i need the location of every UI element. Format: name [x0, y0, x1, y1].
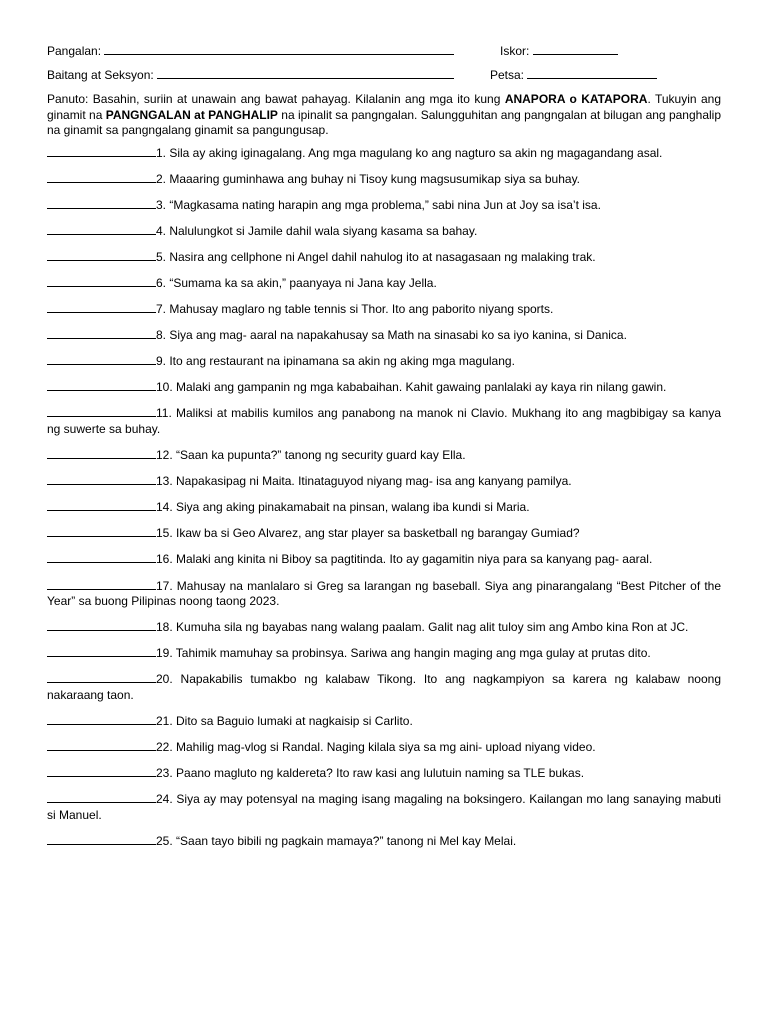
item-text: 12. “Saan ka pupunta?” tanong ng security guard kay Ella. [156, 448, 466, 463]
list-item [47, 379, 721, 396]
list-item [47, 739, 721, 756]
answer-blank[interactable] [47, 671, 156, 683]
section-line[interactable] [157, 66, 454, 79]
list-item [47, 833, 721, 850]
answer-blank[interactable] [47, 499, 156, 511]
item-text: 5. Nasira ang cellphone ni Angel dahil nahulog ito at nasagasaan ng malaking trak. [156, 249, 596, 264]
list-item [47, 447, 721, 464]
answer-blank[interactable] [47, 713, 156, 725]
name-field [47, 42, 454, 60]
worksheet [47, 42, 721, 859]
list-item [47, 499, 721, 516]
list-item [47, 405, 721, 437]
list-item [47, 145, 721, 162]
instructions-text-3: na ipinalit sa pangngalan. Salungguhitan ang pangngalan at bilugan ang panghalip na ginamit sa pangngalang ginamit sa pangungusap. [47, 107, 721, 137]
list-item [47, 171, 721, 188]
item-text: 24. Siya ay may potensyal na maging isang magaling na boksingero. Kailangan mo lang sanaying mabuti si Manuel. [47, 792, 721, 822]
list-item [47, 223, 721, 240]
item-text: 4. Nalulungkot si Jamile dahil wala siyang kasama sa bahay. [156, 223, 478, 238]
answer-blank[interactable] [47, 223, 156, 235]
list-item [47, 645, 721, 662]
list-item [47, 353, 721, 370]
answer-blank[interactable] [47, 645, 156, 657]
answer-blank[interactable] [47, 578, 156, 590]
list-item [47, 671, 721, 703]
item-text: 3. “Magkasama nating harapin ang mga problema,” sabi nina Jun at Joy sa isa’t isa. [156, 197, 601, 212]
list-item [47, 765, 721, 782]
list-item [47, 275, 721, 292]
answer-blank[interactable] [47, 447, 156, 459]
answer-blank[interactable] [47, 327, 156, 339]
item-text: 20. Napakabilis tumakbo ng kalabaw Tikong. Ito ang nagkampiyon sa karera ng kalabaw noong nakaraang taon. [47, 672, 721, 702]
list-item [47, 525, 721, 542]
item-list [47, 145, 721, 850]
answer-blank[interactable] [47, 473, 156, 485]
instructions-text-2: . Tukuyin ang ginamit na [47, 92, 721, 122]
item-text: 23. Paano magluto ng kaldereta? Ito raw kasi ang lulutuin naming sa TLE bukas. [156, 766, 585, 781]
score-line[interactable] [533, 42, 618, 55]
score-label: Iskor: [500, 44, 530, 58]
item-text: 22. Mahilig mag-vlog si Randal. Naging kilala siya sa mg aini- upload niyang video. [156, 739, 596, 754]
item-text: 13. Napakasipag ni Maita. Itinataguyod niyang mag- isa ang kanyang pamilya. [156, 474, 572, 489]
answer-blank[interactable] [47, 353, 156, 365]
answer-blank[interactable] [47, 275, 156, 287]
item-text: 7. Mahusay maglaro ng table tennis si Thor. Ito ang paborito niyang sports. [156, 302, 554, 317]
item-text: 16. Malaki ang kinita ni Biboy sa pagtitinda. Ito ay gagamitin niya para sa kanyang pag- aaral. [156, 552, 653, 567]
item-text: 18. Kumuha sila ng bayabas nang walang paalam. Galit nag alit tuloy sim ang Ambo kina Ron at JC. [156, 620, 689, 635]
answer-blank[interactable] [47, 765, 156, 777]
answer-blank[interactable] [47, 249, 156, 261]
item-text: 15. Ikaw ba si Geo Alvarez, ang star player sa basketball ng barangay Gumiad? [156, 526, 580, 541]
list-item [47, 327, 721, 344]
list-item [47, 713, 721, 730]
answer-blank[interactable] [47, 197, 156, 209]
list-item [47, 301, 721, 318]
item-text: 17. Mahusay na manlalaro si Greg sa larangan ng baseball. Siya ang pinarangalang “Best Pitcher of the Year” sa buong Pilipinas noong taong 2023. [47, 578, 721, 608]
list-item [47, 578, 721, 610]
date-line[interactable] [527, 66, 657, 79]
answer-blank[interactable] [47, 301, 156, 313]
item-text: 1. Sila ay aking iginagalang. Ang mga magulang ko ang nagturo sa akin ng magagandang asal. [156, 145, 663, 160]
item-text: 19. Tahimik mamuhay sa probinsya. Sariwa ang hangin maging ang mga gulay at prutas dito. [156, 646, 651, 661]
item-text: 21. Dito sa Baguio lumaki at nagkaisip si Carlito. [156, 713, 413, 728]
header-row-2 [47, 66, 721, 90]
item-text: 11. Maliksi at mabilis kumilos ang panabong na manok ni Clavio. Mukhang ito ang magbibigay sa kanya ng suwerte sa buhay. [47, 406, 721, 436]
header-row-1 [47, 42, 721, 66]
item-text: 14. Siya ang aking pinakamabait na pinsan, walang iba kundi si Maria. [156, 500, 530, 515]
section-label: Baitang at Seksyon: [47, 68, 154, 82]
section-field [47, 66, 454, 84]
name-line[interactable] [104, 42, 454, 55]
list-item [47, 551, 721, 568]
item-text: 9. Ito ang restaurant na ipinamana sa akin ng aking mga magulang. [156, 354, 515, 369]
answer-blank[interactable] [47, 791, 156, 803]
answer-blank[interactable] [47, 739, 156, 751]
answer-blank[interactable] [47, 171, 156, 183]
list-item [47, 473, 721, 490]
instructions-bold-1: ANAPORA o KATAPORA [504, 92, 648, 106]
answer-blank[interactable] [47, 405, 156, 417]
instructions-text-1: Panuto: Basahin, suriin at unawain ang bawat pahayag. Kilalanin ang mga ito kung [47, 92, 505, 106]
item-text: 10. Malaki ang gampanin ng mga kababaihan. Kahit gawaing panlalaki ay kaya rin nilang gawin. [156, 380, 667, 395]
item-text: 2. Maaaring guminhawa ang buhay ni Tisoy kung magsusumikap siya sa buhay. [156, 171, 581, 186]
instructions [47, 92, 721, 139]
list-item [47, 249, 721, 266]
list-item [47, 197, 721, 214]
name-label: Pangalan: [47, 44, 102, 58]
answer-blank[interactable] [47, 145, 156, 157]
item-text: 25. “Saan tayo bibili ng pagkain mamaya?” tanong ni Mel kay Melai. [156, 833, 517, 848]
score-field [500, 42, 618, 60]
list-item [47, 791, 721, 823]
answer-blank[interactable] [47, 379, 156, 391]
answer-blank[interactable] [47, 525, 156, 537]
answer-blank[interactable] [47, 551, 156, 563]
list-item [47, 619, 721, 636]
item-text: 8. Siya ang mag- aaral na napakahusay sa Math na sinasabi ko sa iyo kanina, si Danica. [156, 328, 627, 343]
item-text: 6. “Sumama ka sa akin,” paanyaya ni Jana kay Jella. [156, 275, 437, 290]
date-field [490, 66, 657, 84]
answer-blank[interactable] [47, 619, 156, 631]
answer-blank[interactable] [47, 833, 156, 845]
instructions-bold-2: PANGNGALAN at PANGHALIP [105, 107, 278, 122]
date-label: Petsa: [490, 68, 525, 82]
